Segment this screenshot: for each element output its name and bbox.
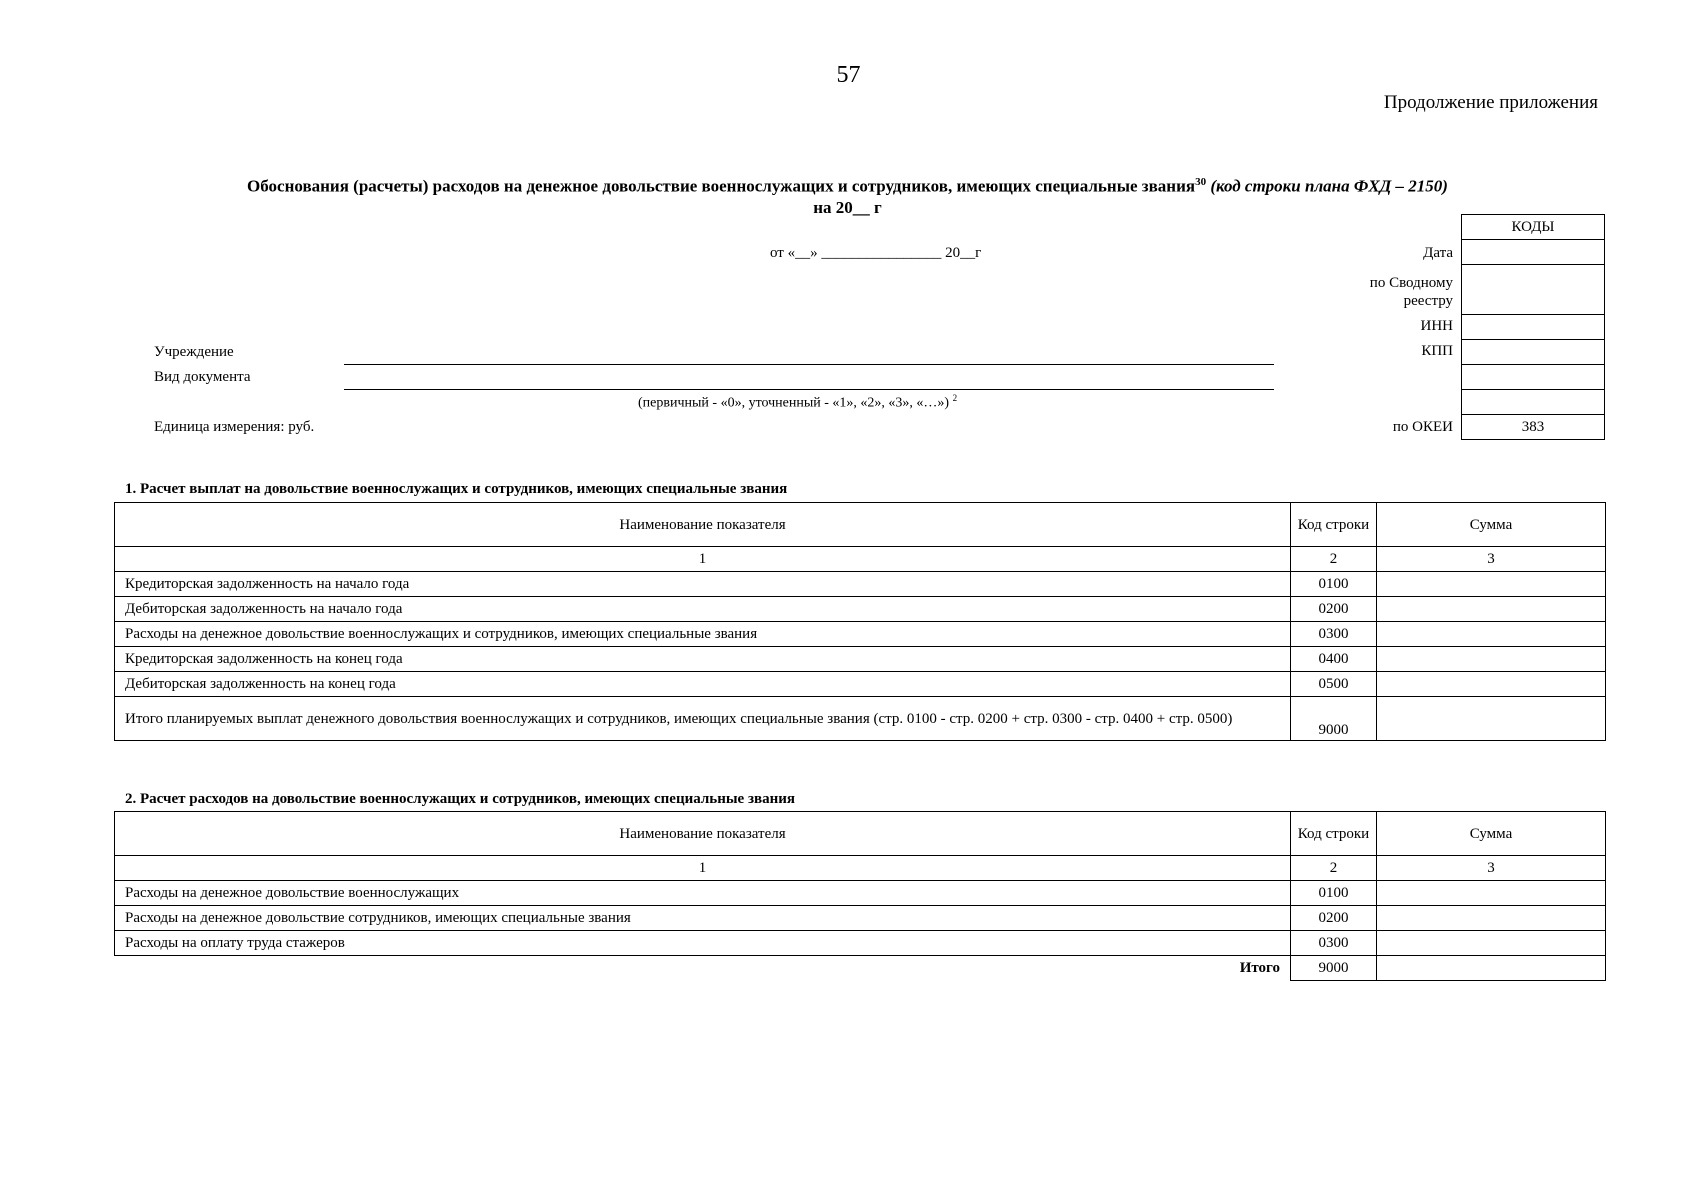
s1-colnum-1: 1: [115, 547, 1291, 572]
title-year-line: на 20__ г: [813, 197, 882, 217]
code-value-okei: 383: [1462, 415, 1605, 440]
table-row: [115, 881, 1606, 906]
code-value-doc-type[interactable]: [1462, 365, 1605, 390]
row-name: Расходы на денежное довольствие сотрудников, имеющих специальные звания: [115, 906, 1291, 931]
code-label-kpp: КПП: [1421, 343, 1453, 359]
row-code: 0300: [1291, 931, 1377, 956]
row-sum[interactable]: [1377, 931, 1606, 956]
codes-table: [1461, 214, 1605, 440]
total-label: Итого: [1239, 960, 1280, 977]
table-row: [115, 672, 1606, 697]
code-value-blank[interactable]: [1462, 390, 1605, 415]
row-code: 0100: [1291, 881, 1377, 906]
row-name: Итого планируемых выплат денежного довольствия военнослужащих и сотрудников, имеющих специальные звания (стр. 0100 - стр. 0200 + стр. 0300 - стр. 0400 + стр. 0500): [115, 697, 1291, 741]
row-code: 0400: [1291, 647, 1377, 672]
row-code: 0200: [1291, 597, 1377, 622]
code-label-inn: ИНН: [1420, 318, 1453, 334]
s1-col-sum-header: Сумма: [1377, 503, 1606, 547]
row-name: Дебиторская задолженность на начало года: [115, 597, 1291, 622]
institution-label: Учреждение: [154, 344, 234, 360]
row-name: Расходы на денежное довольствие военнослужащих: [115, 881, 1291, 906]
row-name: Кредиторская задолженность на конец года: [115, 647, 1291, 672]
row-name: Расходы на оплату труда стажеров: [115, 931, 1291, 956]
row-sum[interactable]: [1377, 672, 1606, 697]
page-number: 57: [836, 62, 861, 88]
row-sum[interactable]: [1377, 906, 1606, 931]
s2-col-name-header: Наименование показателя: [115, 812, 1291, 856]
row-name: Дебиторская задолженность на конец года: [115, 672, 1291, 697]
row-sum[interactable]: [1377, 622, 1606, 647]
table-row: [115, 906, 1606, 931]
row-sum[interactable]: [1377, 697, 1606, 741]
table-row-total: [115, 697, 1606, 741]
unit-label: Единица измерения: руб.: [154, 419, 315, 435]
doc-type-hint-footnote: 2: [952, 393, 958, 403]
row-sum[interactable]: [1377, 881, 1606, 906]
s1-col-name-header: Наименование показателя: [115, 503, 1291, 547]
s1-colnum-3: 3: [1377, 547, 1606, 572]
table-row-total: [115, 956, 1606, 981]
title-footnote: 30: [1195, 176, 1207, 188]
row-sum[interactable]: [1377, 597, 1606, 622]
code-label-okei: по ОКЕИ: [1392, 419, 1453, 435]
doc-type-label: Вид документа: [154, 369, 251, 385]
code-label-date: Дата: [1423, 245, 1453, 261]
doc-type-hint: [638, 393, 957, 412]
section2-title: 2. Расчет расходов на довольствие военнослужащих и сотрудников, имеющих специальные звания: [125, 791, 795, 807]
row-code: 0300: [1291, 622, 1377, 647]
code-value-kpp[interactable]: [1462, 340, 1605, 365]
section2-table: [114, 811, 1606, 981]
code-label-registry: по Сводному реестру: [1369, 275, 1453, 309]
row-code: 0200: [1291, 906, 1377, 931]
section1-table: [114, 502, 1606, 741]
s2-colnum-2: 2: [1291, 856, 1377, 881]
title-code-note: (код строки плана ФХД – 2150): [1210, 176, 1448, 196]
row-code: 9000: [1291, 697, 1377, 741]
s2-colnum-3: 3: [1377, 856, 1606, 881]
row-name: Кредиторская задолженность на начало года: [115, 572, 1291, 597]
row-code: 0100: [1291, 572, 1377, 597]
doc-type-hint-text: (первичный - «0», уточненный - «1», «2», «3», «…»): [638, 395, 950, 411]
codes-header: КОДЫ: [1462, 215, 1605, 240]
s2-col-code-header: Код строки: [1291, 812, 1377, 856]
row-sum[interactable]: [1377, 572, 1606, 597]
row-sum[interactable]: [1377, 647, 1606, 672]
code-value-date[interactable]: [1462, 240, 1605, 265]
total-code: 9000: [1291, 956, 1377, 981]
code-value-inn[interactable]: [1462, 315, 1605, 340]
institution-field-line[interactable]: [344, 364, 1274, 365]
table-row: [115, 597, 1606, 622]
date-line: от «__» ________________ 20__г: [770, 245, 982, 261]
s2-colnum-1: 1: [115, 856, 1291, 881]
title-main: Обоснования (расчеты) расходов на денежное довольствие военнослужащих и сотрудников, имеющих специальные звания: [247, 176, 1196, 196]
s1-col-code-header: Код строки: [1291, 503, 1377, 547]
table-row: [115, 622, 1606, 647]
code-value-registry[interactable]: [1462, 265, 1605, 315]
table-row: [115, 931, 1606, 956]
document-title: [150, 172, 1545, 218]
table-row: [115, 647, 1606, 672]
doc-type-field-line[interactable]: [344, 389, 1274, 390]
total-sum[interactable]: [1377, 956, 1606, 981]
section1-title: 1. Расчет выплат на довольствие военнослужащих и сотрудников, имеющих специальные звания: [125, 481, 788, 497]
s1-colnum-2: 2: [1291, 547, 1377, 572]
row-name: Расходы на денежное довольствие военнослужащих и сотрудников, имеющих специальные звания: [115, 622, 1291, 647]
appendix-note: Продолжение приложения: [1383, 92, 1598, 113]
s2-col-sum-header: Сумма: [1377, 812, 1606, 856]
table-row: [115, 572, 1606, 597]
row-code: 0500: [1291, 672, 1377, 697]
